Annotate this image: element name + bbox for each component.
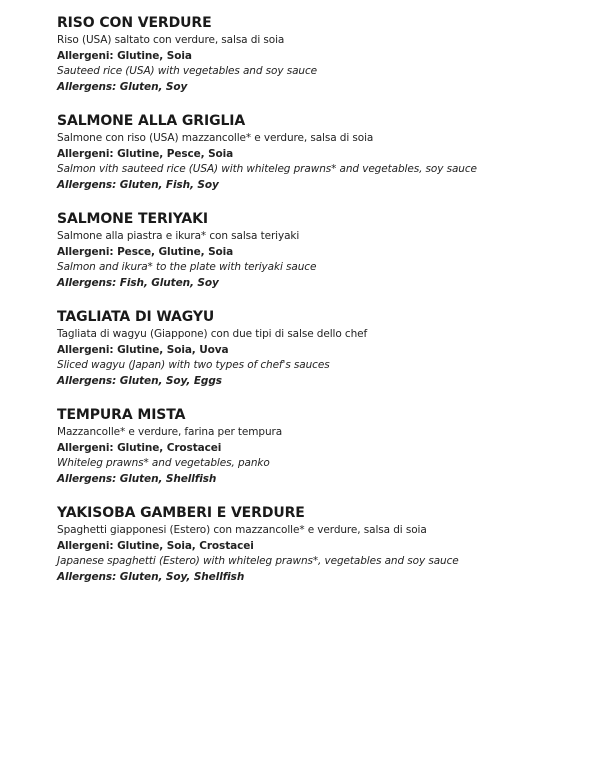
dish-allergens-italian: Allergeni: Pesce, Glutine, Soia xyxy=(57,245,234,258)
dish-allergens-english: Allergens: Gluten, Soy, Shellfish xyxy=(57,570,245,583)
dish-description-italian: Salmone con riso (USA) mazzancolle* e verdure, salsa di soia xyxy=(57,132,374,144)
dish-riso-con-verdure xyxy=(57,14,597,95)
dish-title: SALMONE ALLA GRIGLIA xyxy=(57,113,246,129)
dish-description-italian: Mazzancolle* e verdure, farina per tempura xyxy=(57,426,283,438)
dish-description-english: Salmon and ikura* to the plate with teriyaki sauce xyxy=(57,261,317,273)
dish-description-italian: Spaghetti giapponesi (Estero) con mazzancolle* e verdure, salsa di soia xyxy=(57,524,427,536)
dish-salmone-teriyaki xyxy=(57,210,597,291)
dish-description-italian: Riso (USA) saltato con verdure, salsa di soia xyxy=(57,34,285,46)
dish-title: YAKISOBA GAMBERI E VERDURE xyxy=(57,505,305,521)
dish-description-english: Sauteed rice (USA) with vegetables and soy sauce xyxy=(57,65,318,77)
dish-allergens-english: Allergens: Fish, Gluten, Soy xyxy=(57,276,219,289)
dish-title: TAGLIATA DI WAGYU xyxy=(57,309,215,325)
dish-tagliata-di-wagyu xyxy=(57,308,597,389)
menu-page xyxy=(57,14,597,602)
dish-allergens-english: Allergens: Gluten, Soy, Eggs xyxy=(57,374,222,387)
dish-salmone-alla-griglia xyxy=(57,112,597,193)
dish-yakisoba-gamberi-e-verdure xyxy=(57,504,597,585)
dish-description-italian: Salmone alla piastra e ikura* con salsa teriyaki xyxy=(57,230,300,242)
dish-title: RISO CON VERDURE xyxy=(57,15,212,31)
dish-description-english: Salmon vith sauteed rice (USA) with whiteleg prawns* and vegetables, soy sauce xyxy=(57,163,477,175)
dish-allergens-italian: Allergeni: Glutine, Soia xyxy=(57,49,192,62)
dish-title: SALMONE TERIYAKI xyxy=(57,211,209,227)
dish-allergens-italian: Allergeni: Glutine, Crostacei xyxy=(57,441,222,454)
dish-description-english: Whiteleg prawns* and vegetables, panko xyxy=(57,457,270,469)
dish-tempura-mista xyxy=(57,406,597,487)
dish-allergens-english: Allergens: Gluten, Shellfish xyxy=(57,472,217,485)
dish-allergens-italian: Allergeni: Glutine, Soia, Uova xyxy=(57,343,229,356)
dish-description-english: Japanese spaghetti (Estero) with whiteleg prawns*, vegetables and soy sauce xyxy=(57,555,459,567)
dish-description-italian: Tagliata di wagyu (Giappone) con due tipi di salse dello chef xyxy=(57,328,368,340)
dish-description-english: Sliced wagyu (Japan) with two types of chef's sauces xyxy=(57,359,330,371)
dish-title: TEMPURA MISTA xyxy=(57,407,186,423)
dish-allergens-italian: Allergeni: Glutine, Soia, Crostacei xyxy=(57,539,254,552)
dish-allergens-italian: Allergeni: Glutine, Pesce, Soia xyxy=(57,147,234,160)
dish-allergens-english: Allergens: Gluten, Fish, Soy xyxy=(57,178,219,191)
dish-allergens-english: Allergens: Gluten, Soy xyxy=(57,80,188,93)
